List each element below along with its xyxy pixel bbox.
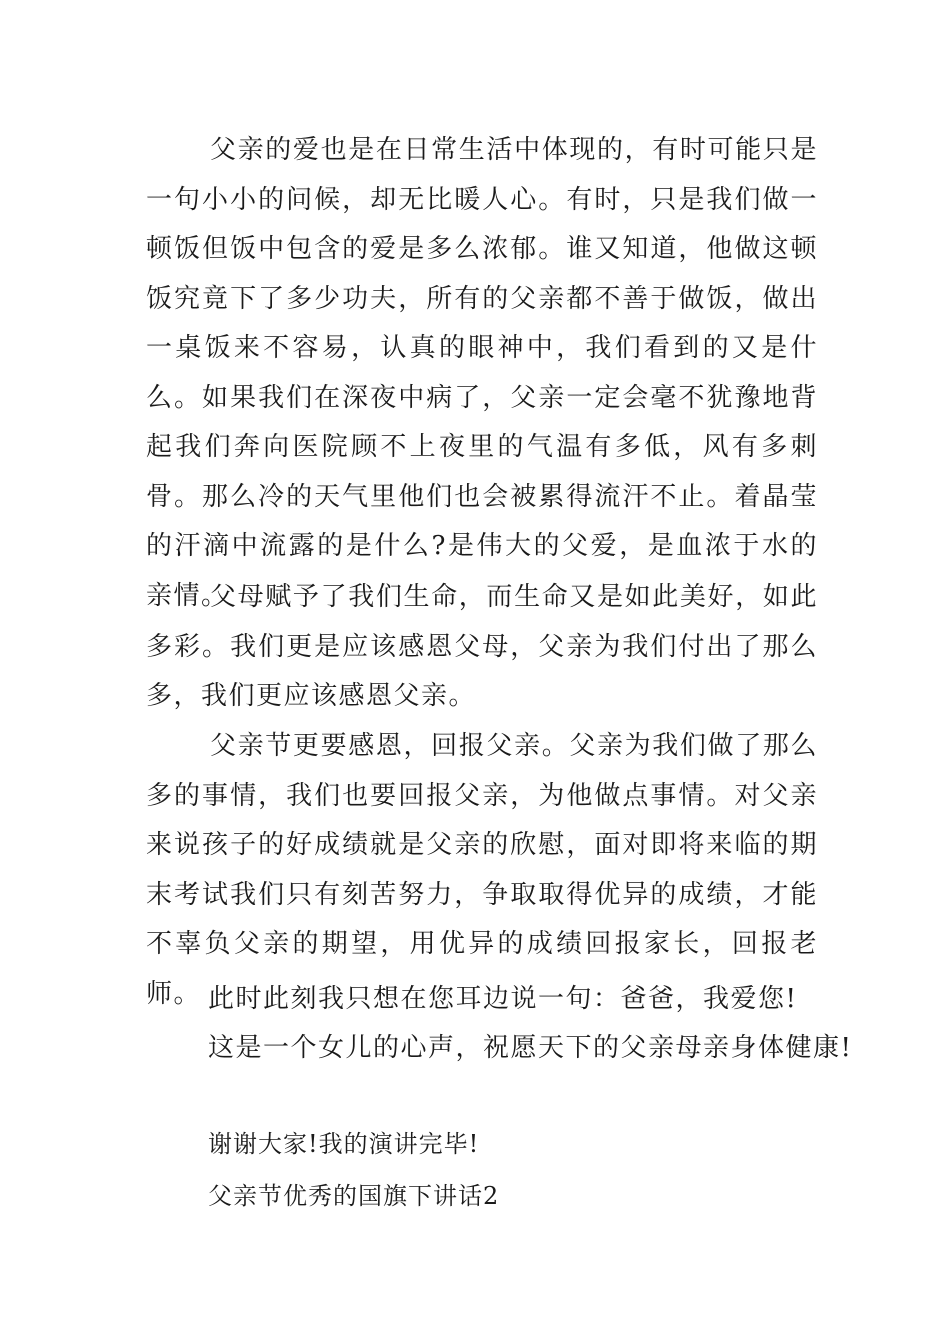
paragraph-gratitude-parents: 父母赋予了我们生命，而生命又是如此美好，如此多彩。我们更是应该感恩父母，父亲为我们付出了那么多，我们更应该感恩父亲。: [146, 582, 818, 711]
paragraph-father-love: 父亲的爱也是在日常生活中体现的，有时可能只是一句小小的问候，却无比暖人心。有时，只是我们做一顿饭但饭中包含的爱是多么浓郁。谁又知道，他做这顿饭究竟下了多少功夫，所有的父亲都不善于做饭，做出一桌饭来不容易，认真的眼神中，我们看到的又是什么。如果我们在深夜中病了，父亲一定会毫不犹豫地背起我们奔向医院顾不上夜里的气温有多低，风有多刺骨。那么冷的天气里他们也会被累得流汗不止。着晶莹的汗滴中流露的是什么?是伟大的父爱，是血浓于水的亲情。: [146, 135, 818, 611]
paragraph-repay-father: 父亲节更要感恩，回报父亲。父亲为我们做了那么多的事情，我们也要回报父亲，为他做点事情。对父亲来说孩子的好成绩就是父亲的欣慰，面对即将来临的期末考试我们只有刻苦努力，争取取得优异的成绩，才能不辜负父亲的期望，用优异的成绩回报家长，回报老师。: [146, 731, 818, 1009]
line-i-love-you: 此时此刻我只想在您耳边说一句：爸爸，我爱您!: [208, 984, 798, 1014]
line-thanks: 谢谢大家!我的演讲完毕!: [208, 1130, 480, 1158]
next-speech-title: 父亲节优秀的国旗下讲话2: [208, 1182, 500, 1210]
line-daughter-wish: 这是一个女儿的心声，祝愿天下的父亲母亲身体健康!: [208, 1033, 853, 1063]
